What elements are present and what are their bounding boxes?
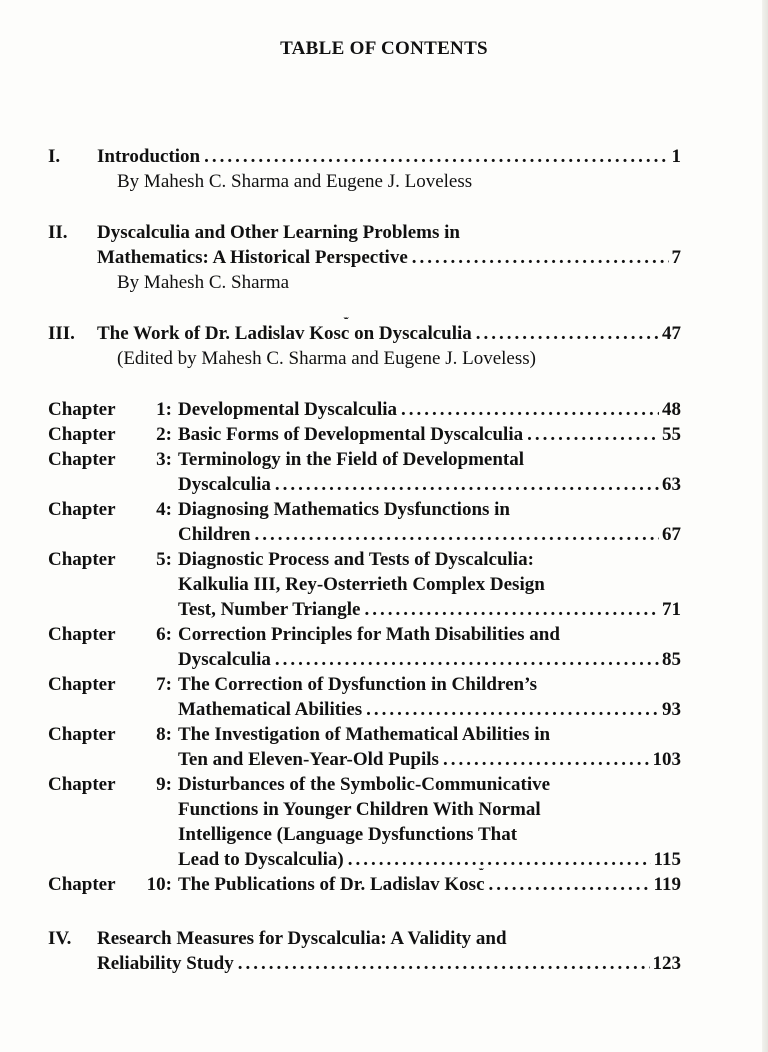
page-number: 67: [662, 524, 681, 545]
chapter-title-line: Diagnostic Process and Tests of Dyscalculia:: [178, 549, 534, 570]
toc-entry-historical-perspective[interactable]: [97, 246, 681, 270]
section-number: IV.: [48, 928, 72, 949]
chapter-word: Chapter: [48, 774, 116, 795]
leader-dots: [366, 698, 659, 722]
entry-title: Introduction: [97, 146, 201, 167]
page-number: 48: [662, 399, 681, 420]
chapter-word: Chapter: [48, 399, 116, 420]
chapter-word: Chapter: [48, 549, 116, 570]
page-number: 71: [662, 599, 681, 620]
page-number: 63: [662, 474, 681, 495]
leader-dots: [275, 473, 659, 497]
section-number: I.: [48, 146, 61, 167]
chapter-title-line: The Investigation of Mathematical Abilities in: [178, 724, 551, 745]
chapter-title-line: Terminology in the Field of Developmental: [178, 449, 525, 470]
page-number: 103: [652, 749, 681, 770]
entry-title: Basic Forms of Developmental Dyscalculia: [178, 424, 524, 445]
leader-dots: [489, 873, 651, 897]
chapter-word: Chapter: [48, 624, 116, 645]
entry-title: Dyscalculia: [178, 649, 271, 670]
byline: By Mahesh C. Sharma: [117, 272, 290, 293]
section-number: III.: [48, 323, 75, 344]
chapter-word: Chapter: [48, 674, 116, 695]
entry-title: Children: [178, 524, 251, 545]
entry-title: Mathematical Abilities: [178, 699, 363, 720]
page-number: 119: [653, 874, 681, 895]
page-edge: [762, 0, 768, 1052]
chapter-word: Chapter: [48, 874, 116, 895]
toc-entry-chapter-9[interactable]: [178, 848, 681, 872]
leader-dots: [443, 748, 650, 772]
page-number: 1: [671, 146, 681, 167]
entry-title-line: Dyscalculia and Other Learning Problems in: [97, 222, 460, 243]
chapter-number: 10:: [146, 874, 172, 895]
chapter-label: [48, 623, 172, 647]
page-number: 55: [662, 424, 681, 445]
leader-dots: [364, 598, 659, 622]
chapter-number: 9:: [156, 774, 172, 795]
leader-dots: [401, 398, 659, 422]
page-number: 85: [662, 649, 681, 670]
chapter-label: [48, 723, 172, 747]
chapter-word: Chapter: [48, 449, 116, 470]
chapter-title-line: Disturbances of the Symbolic-Communicative: [178, 774, 551, 795]
entry-title-line: Research Measures for Dyscalculia: A Validity and: [97, 928, 507, 949]
chapter-number: 2:: [156, 424, 172, 445]
chapter-title-line: Intelligence (Language Dysfunctions That: [178, 824, 518, 845]
toc-entry-chapter-8[interactable]: [178, 748, 681, 772]
toc-entry-work-of-kosc[interactable]: [97, 322, 681, 346]
leader-dots: [412, 246, 669, 270]
toc-entry-chapter-3[interactable]: [178, 473, 681, 497]
leader-dots: [255, 523, 659, 547]
chapter-title-line: Diagnosing Mathematics Dysfunctions in: [178, 499, 510, 520]
toc-entry-chapter-6[interactable]: [178, 648, 681, 672]
chapter-word: Chapter: [48, 499, 116, 520]
leader-dots: [238, 952, 650, 976]
toc-entry-research-measures[interactable]: [97, 952, 681, 976]
byline: By Mahesh C. Sharma and Eugene J. Loveless: [117, 171, 473, 192]
entry-title: Reliability Study: [97, 953, 234, 974]
toc-entry-chapter-1[interactable]: [178, 398, 681, 422]
chapter-number: 7:: [156, 674, 172, 695]
chapter-label: [48, 673, 172, 697]
chapter-title-line: The Correction of Dysfunction in Children’s: [178, 674, 538, 695]
chapter-word: Chapter: [48, 724, 116, 745]
chapter-label: [48, 548, 172, 572]
entry-title: Lead to Dyscalculia): [178, 849, 344, 870]
entry-title: Dyscalculia: [178, 474, 271, 495]
chapter-title-line: Kalkulia III, Rey-Osterrieth Complex Design: [178, 574, 545, 595]
chapter-number: 4:: [156, 499, 172, 520]
toc-entry-chapter-7[interactable]: [178, 698, 681, 722]
chapter-label: [48, 398, 172, 422]
chapter-label: [48, 498, 172, 522]
entry-title: The Publications of Dr. Ladislav Kosˇˇ c: [178, 873, 485, 897]
toc-entry-introduction[interactable]: [97, 145, 681, 169]
chapter-number: 5:: [156, 549, 172, 570]
leader-dots: [275, 648, 659, 672]
leader-dots: [527, 423, 659, 447]
page-number: 47: [662, 323, 681, 344]
page-number: 7: [671, 247, 681, 268]
chapter-number: 6:: [156, 624, 172, 645]
toc-entry-chapter-2[interactable]: [178, 423, 681, 447]
entry-title: Developmental Dyscalculia: [178, 399, 398, 420]
chapter-label: [48, 448, 172, 472]
leader-dots: [204, 145, 668, 169]
page-number: 93: [662, 699, 681, 720]
toc-entry-chapter-4[interactable]: [178, 523, 681, 547]
section-number: II.: [48, 222, 68, 243]
chapter-label: [48, 423, 172, 447]
chapter-title-line: Functions in Younger Children With Normal: [178, 799, 541, 820]
entry-title: Mathematics: A Historical Perspective: [97, 247, 408, 268]
leader-dots: [348, 848, 651, 872]
entry-title: Ten and Eleven-Year-Old Pupils: [178, 749, 439, 770]
chapter-word: Chapter: [48, 424, 116, 445]
chapter-title-line: Correction Principles for Math Disabilities and: [178, 624, 560, 645]
chapter-number: 8:: [156, 724, 172, 745]
chapter-label: [48, 873, 172, 897]
page-title: TABLE OF CONTENTS: [280, 38, 488, 59]
byline: (Edited by Mahesh C. Sharma and Eugene J. Loveless): [117, 348, 536, 369]
entry-title: Test, Number Triangle: [178, 599, 361, 620]
page-number: 115: [653, 849, 681, 870]
chapter-label: [48, 773, 172, 797]
entry-title: The Work of Dr. Ladislav Kosˇˇ c on Dyscalculia: [97, 322, 472, 346]
page-number: 123: [652, 953, 681, 974]
toc-entry-chapter-5[interactable]: [178, 598, 681, 622]
toc-entry-chapter-10[interactable]: [178, 873, 681, 897]
chapter-number: 3:: [156, 449, 172, 470]
chapter-number: 1:: [156, 399, 172, 420]
leader-dots: [476, 322, 659, 346]
